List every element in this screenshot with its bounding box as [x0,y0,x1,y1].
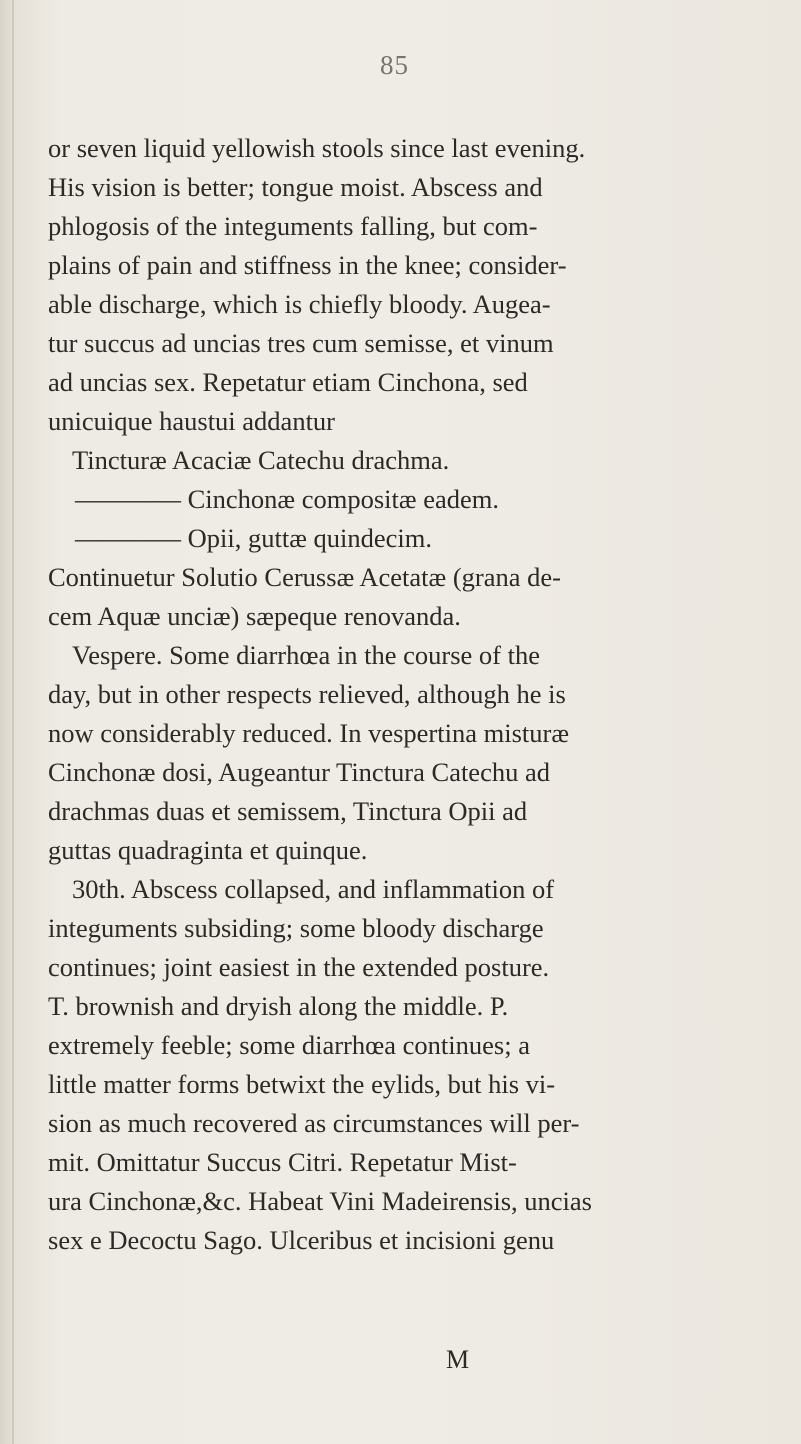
text-line: Vespere. Some diarrhœa in the course of the [72,640,541,670]
text-line: mit. Omittatur Succus Citri. Repetatur Mist- [48,1147,517,1177]
text-line: ura Cinchonæ,&c. Habeat Vini Madeirensis, uncias [48,1186,592,1216]
text-line: integuments subsiding; some bloody discharge [48,913,544,943]
text-line: or seven liquid yellowish stools since last evening. [48,133,586,163]
catchword: M [446,1345,470,1374]
text-line: guttas quadraginta et quinque. [48,835,368,865]
text-line: extremely feeble; some diarrhœa continues; a [48,1030,530,1060]
text-line: unicuique haustui addantur [48,406,336,436]
text-line: ad uncias sex. Repetatur etiam Cinchona, sed [48,367,528,397]
text-line: ———— Cinchonæ compositæ eadem. [75,484,499,514]
text-line: now considerably reduced. In vespertina misturæ [48,718,570,748]
text-line: Continuetur Solutio Cerussæ Acetatæ (grana de- [48,562,561,592]
text-line: T. brownish and dryish along the middle. P. [48,991,509,1021]
text-line: phlogosis of the integuments falling, but com- [48,211,538,241]
page-number: 85 [380,50,409,80]
text-line: 30th. Abscess collapsed, and inflammation of [72,874,555,904]
text-line: tur succus ad uncias tres cum semisse, et vinum [48,328,554,358]
gutter-shadow [12,0,14,1444]
text-line: His vision is better; tongue moist. Abscess and [48,172,543,202]
text-line: able discharge, which is chiefly bloody. Augea- [48,289,551,319]
text-line: little matter forms betwixt the eylids, but his vi- [48,1069,556,1099]
text-line: ———— Opii, guttæ quindecim. [75,523,432,553]
text-line: day, but in other respects relieved, although he is [48,679,566,709]
text-line: sion as much recovered as circumstances will per- [48,1108,580,1138]
text-line: Cinchonæ dosi, Augeantur Tinctura Catechu ad [48,757,550,787]
text-line: plains of pain and stiffness in the knee; consider- [48,250,567,280]
text-line: continues; joint easiest in the extended posture. [48,952,550,982]
text-line: cem Aquæ unciæ) sæpeque renovanda. [48,601,461,631]
text-line: Tincturæ Acaciæ Catechu drachma. [72,445,450,475]
text-line: drachmas duas et semissem, Tinctura Opii ad [48,796,528,826]
text-line: sex e Decoctu Sago. Ulceribus et incisioni genu [48,1225,555,1255]
